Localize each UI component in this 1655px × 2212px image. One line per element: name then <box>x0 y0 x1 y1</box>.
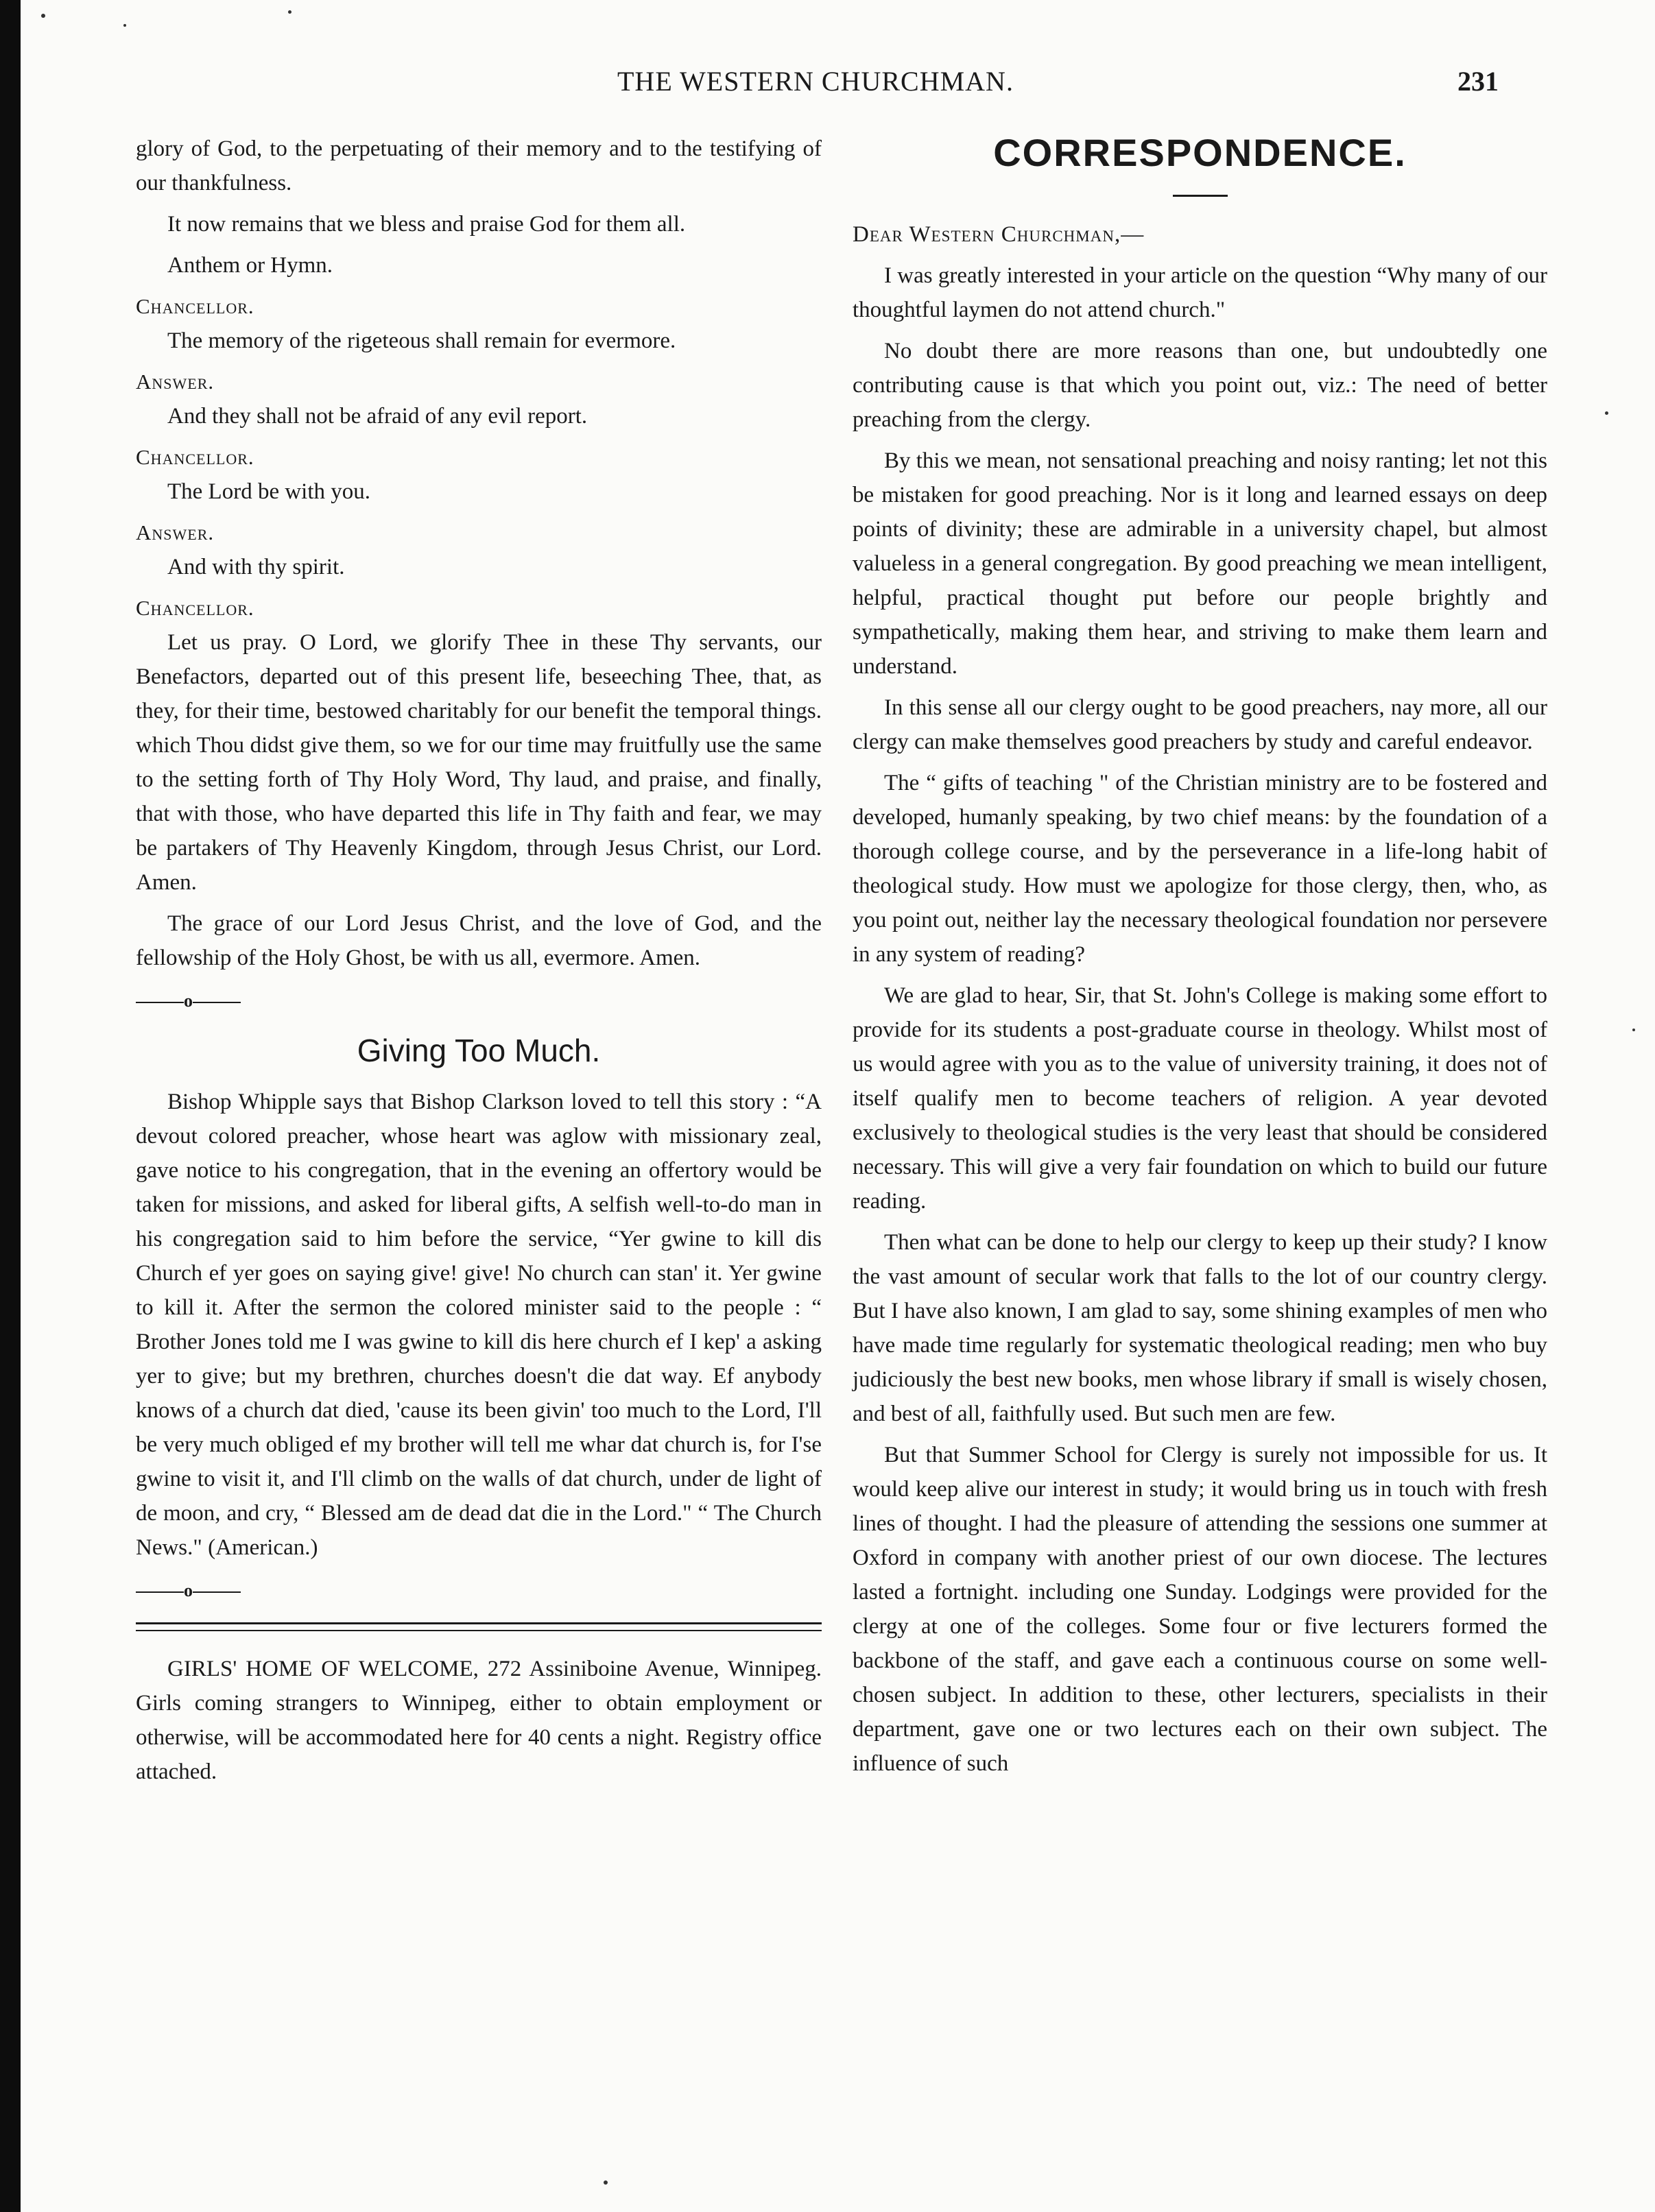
letter-paragraph: In this sense all our clergy ought to be good preachers, nay more, all our clergy can make themselves good preachers by study and careful endeavor. <box>853 695 1547 754</box>
speaker-label: Answer. <box>136 370 215 394</box>
notice-text: GIRLS' HOME OF WELCOME, 272 Assiniboine Avenue, Winnipeg. Girls coming strangers to Winnipeg, either to obtain employment or otherwise, will be accommodated here for 40 cents a night. Registry office attached. <box>136 1657 822 1784</box>
letter-paragraph: I was greatly interested in your article on the question “Why many of our thoughtful laymen do not attend church." <box>853 263 1547 322</box>
scan-speck <box>288 10 291 14</box>
prayer-text: Let us pray. O Lord, we glorify Thee in these Thy servants, our Benefactors, departed out of this present life, beseeching Thee, that, as they, for their time, bestowed charitably for our benefit the temporal things. which Thou didst give them, so we for our time may fruitfully use the same to the setting forth of Thy Holy Word, Thy laud, and praise, and finally, that with those, who have departed this life in Thy faith and fear, we may be partakers of Thy Heavenly Kingdom, through Jesus Christ, our Lord. Amen. <box>136 630 822 895</box>
salutation: Dear Western Churchman,— <box>853 222 1145 247</box>
scan-edge-bar <box>0 0 21 2212</box>
scan-speck <box>123 24 126 27</box>
paragraph: Anthem or Hymn. <box>167 253 333 278</box>
page-number: 231 <box>1457 66 1499 97</box>
section-separator: o <box>136 987 822 1015</box>
speaker-label: Chancellor. <box>136 445 254 469</box>
correspondence-heading: CORRESPONDENCE. <box>993 131 1407 174</box>
response-line: And they shall not be afraid of any evil report. <box>167 404 588 429</box>
left-column <box>136 132 822 1789</box>
article-body: Bishop Whipple says that Bishop Clarkson loved to tell this story : “A devout colored preacher, whose heart was aglow with missionary zeal, gave notice to his congregation, that in the evening an offertory would be taken for missions, and asked for liberal gifts, A selfish well-to-do man in his congregation said to him before the service, “Yer gwine to kill dis Church ef yer goes on saying give! give! No church can stan' it. Yer gwine to kill it. After the sermon the colored minister said to the people : “ Brother Jones told me I was gwine to kill dis here church ef I kep' a asking yer to give; but my brethren, churches doesn't die dat way. Ef anybody knows of a church dat died, 'cause its been givin' too much to the Lord, I'll be very much obliged ef my brother will tell me whar dat church is, for I'se gwine to visit it, and I'll climb on the walls of dat church, under de light of de moon, and cry, “ Blessed am de dead dat die in the Lord." “ The Church News." (American.) <box>136 1090 822 1560</box>
scan-speck <box>41 14 45 18</box>
letter-paragraph: The “ gifts of teaching " of the Christian ministry are to be fostered and developed, humanly speaking, by two chief means: by the foundation of a thorough college course, and by the perseverance in a life-long habit of theological study. How must we apologize for those clergy, then, who, as you point out, neither lay the necessary theological foundation nor persevere in any system of reading? <box>853 771 1547 967</box>
article-title: Giving Too Much. <box>357 1033 601 1068</box>
right-column <box>853 132 1547 1781</box>
letter-paragraph: By this we mean, not sensational preaching and noisy ranting; let not this be mistaken for good preaching. Nor is it long and learned essays on deep points of divinity; these are admirable in a university chapel, but almost valueless in a general congregation. By good preaching we mean intelligent, helpful, practical thought put before our people brightly and sympathetically, making them hear, and striving to make them learn and understand. <box>853 448 1547 679</box>
notice-block <box>136 1652 822 1789</box>
speaker-label: Chancellor. <box>136 294 254 318</box>
response-line: The memory of the rigeteous shall remain for evermore. <box>167 328 676 353</box>
paragraph: The grace of our Lord Jesus Christ, and the love of God, and the fellowship of the Holy Ghost, be with us all, evermore. Amen. <box>136 911 822 970</box>
letter-paragraph: We are glad to hear, Sir, that St. John's College is making some effort to provide for its students a post-graduate course in theology. Whilst most of us would agree with you as to the value of university training, it does not of itself qualify men to become teachers of religion. A year devoted exclusively to theological studies is the very least that should be considered necessary. This will give a very fair foundation on which to build our future reading. <box>853 983 1547 1214</box>
letter-paragraph: But that Summer School for Clergy is surely not impossible for us. It would keep alive our interest in study; it would bring us in touch with fresh lines of thought. I had the pleasure of attending the sessions one summer at Oxford in company with another priest of our own diocese. The lectures lasted a fortnight. including one Sunday. Lodgings were provided for the clergy at one of the colleges. Some four or five lecturers formed the backbone of the staff, and gave each a continuous course on some well-chosen subject. In addition to these, other lecturers, specialists in their department, gave one or two lectures each on their own subject. The influence of such <box>853 1443 1547 1776</box>
response-line: And with thy spirit. <box>167 555 345 579</box>
letter-paragraph: No doubt there are more reasons than one, but undoubtedly one contributing cause is that which you point out, viz.: The need of better preaching from the clergy. <box>853 339 1547 432</box>
paragraph: It now remains that we bless and praise God for them all. <box>167 212 686 237</box>
letter-paragraph: Then what can be done to help our clergy to keep up their study? I know the vast amount of secular work that falls to the lot of our country clergy. But I have also known, I am glad to say, some shining examples of men who have made time regularly for systematic theological reading; men who buy judiciously the best new books, men whose library if small is wisely chosen, and best of all, faithfully used. But such men are few. <box>853 1230 1547 1426</box>
scan-speck <box>1605 411 1608 415</box>
section-separator: o <box>136 1577 822 1604</box>
speaker-label: Chancellor. <box>136 596 254 620</box>
divider-rule <box>136 1630 822 1631</box>
response-line: The Lord be with you. <box>167 479 371 504</box>
running-header-title: THE WESTERN CHURCHMAN. <box>617 66 1014 97</box>
paragraph: glory of God, to the perpetuating of their memory and to the testifying of our thankfulness. <box>136 136 822 195</box>
divider-rule <box>136 1622 822 1624</box>
scan-speck <box>604 2180 608 2185</box>
heading-rule <box>1173 195 1228 197</box>
speaker-label: Answer. <box>136 520 215 544</box>
scan-speck <box>1632 1029 1635 1031</box>
